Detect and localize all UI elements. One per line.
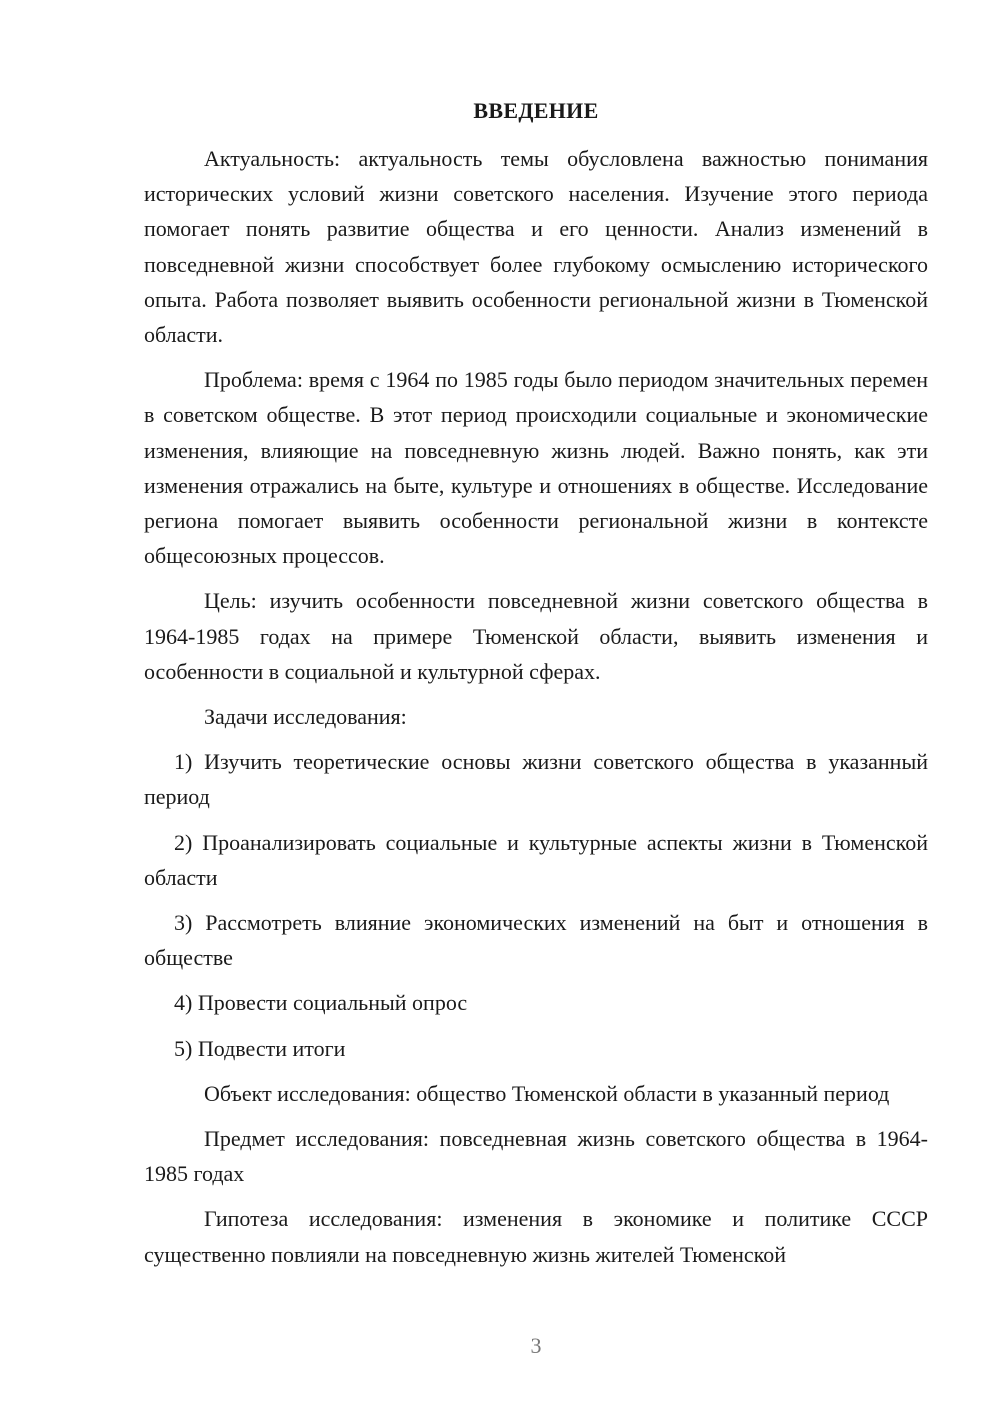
document-body bbox=[144, 141, 928, 1282]
task-item-3: 3) Рассмотреть влияние экономических изменений на быт и отношения в обществе bbox=[144, 910, 928, 971]
paragraph-goal: Цель: изучить особенности повседневной жизни советского общества в 1964-1985 годах на примере Тюменской области, выявить изменения и особенности в социальной и культурной сферах. bbox=[144, 588, 928, 684]
task-item-4: 4) Провести социальный опрос bbox=[174, 990, 468, 1016]
page-number: 3 bbox=[530, 1333, 542, 1358]
paragraph-problem: Проблема: время с 1964 по 1985 годы было периодом значительных перемен в советском обществе. В этот период происходили социальные и экономические изменения, влияющие на повседневную жизнь людей. Важно понять, как эти изменения отражались на быте, культуре и отношениях в обществе. Исследование региона помогает выявить особенности региональной жизни в контексте общесоюзных процессов. bbox=[144, 367, 928, 569]
task-item-1: 1) Изучить теоретические основы жизни советского общества в указанный период bbox=[144, 749, 928, 810]
task-item-5: 5) Подвести итоги bbox=[174, 1035, 346, 1061]
task-item-2: 2) Проанализировать социальные и культурные аспекты жизни в Тюменской области bbox=[144, 829, 928, 890]
paragraph-relevance: Актуальность: актуальность темы обусловлена важностью понимания исторических условий жизни советского населения. Изучение этого периода помогает понять развитие общества и его ценности. Анализ изменений в повседневной жизни способствует более глубокому осмыслению исторического опыта. Работа позволяет выявить особенности региональной жизни в Тюменской области. bbox=[144, 146, 928, 348]
paragraph-subject: Предмет исследования: повседневная жизнь советского общества в 1964-1985 годах bbox=[144, 1126, 928, 1187]
paragraph-hypothesis: Гипотеза исследования: изменения в экономике и политике СССР существенно повлияли на повседневную жизнь жителей Тюменской bbox=[144, 1206, 928, 1267]
page-title: ВВЕДЕНИЕ bbox=[473, 98, 599, 123]
paragraph-tasks-heading: Задачи исследования: bbox=[204, 704, 407, 730]
paragraph-object: Объект исследования: общество Тюменской области в указанный период bbox=[204, 1080, 890, 1106]
